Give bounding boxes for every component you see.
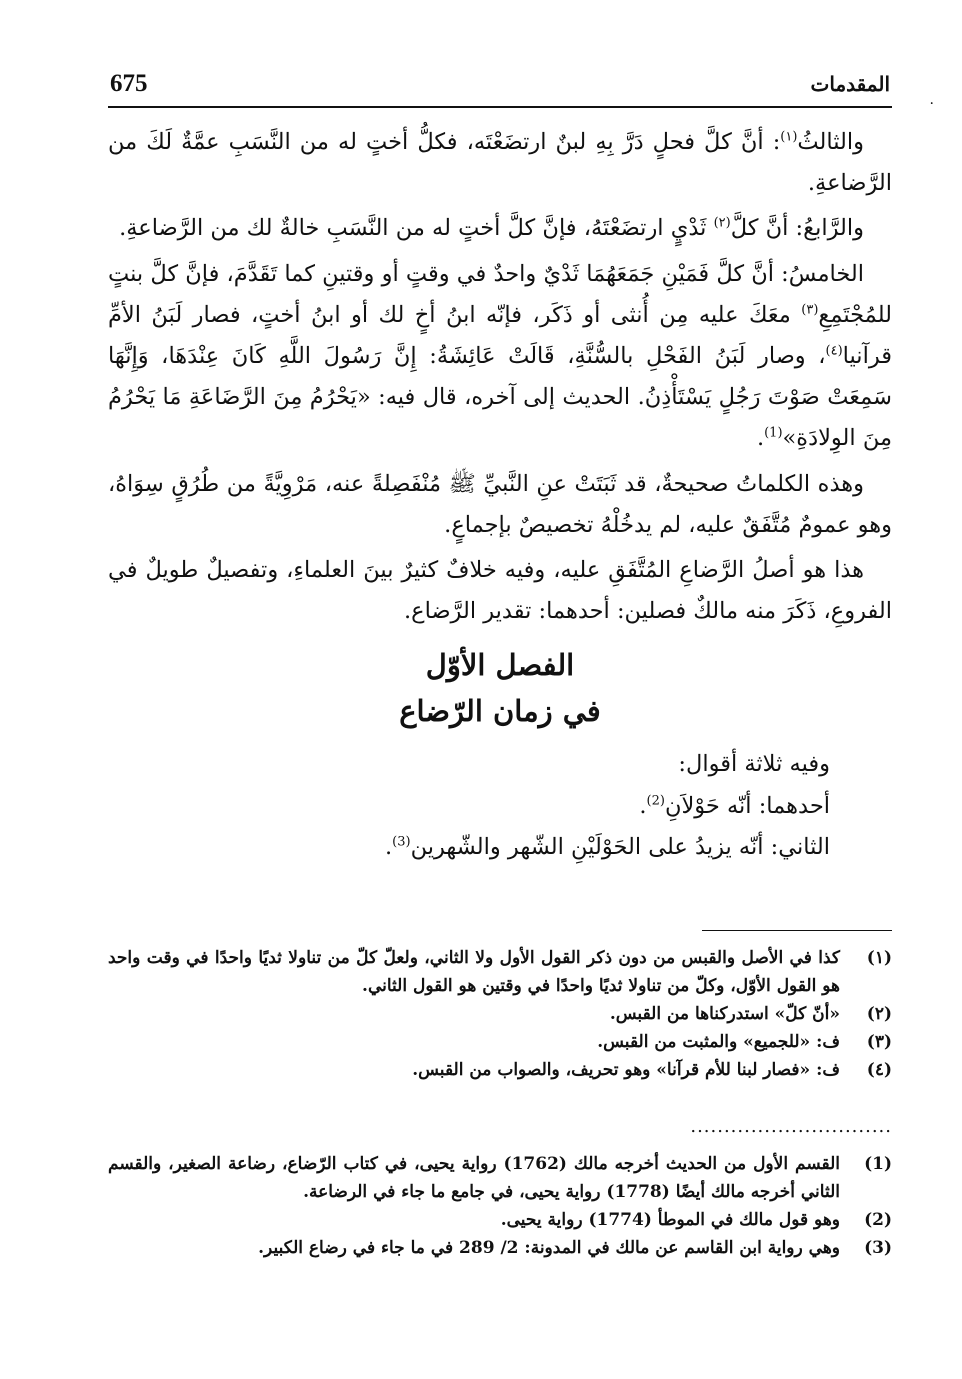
margin-dot: .: [929, 92, 934, 108]
paragraph-fourth: والرَّابعُ: أنَّ كلَّ$^{(٢)}$ ثَدْيٍ ارتضَعْتَهُ، فإنَّ كلَّ أختٍ له من النَّسَبِ خالةٌ لك من الرَّضاعةِ.: [119, 215, 864, 242]
page-number: 675: [110, 70, 148, 97]
sayings-intro: وفيه ثلاثة أقوال:: [678, 751, 830, 778]
footnote-number: (٤): [866, 1060, 892, 1080]
main-text: [108, 122, 892, 868]
footnote: [108, 944, 892, 1000]
footnote: [108, 1234, 892, 1262]
footnote-ref: (١): [780, 129, 798, 145]
source-footnotes: [108, 1150, 892, 1262]
footnote-text: ف: «فصار لبنا للأم قرآنا» وهو تحريف، والصواب من القبس.: [412, 1060, 840, 1080]
footnote-ref: (٢): [713, 215, 731, 231]
footnote-number: (٣): [866, 1032, 892, 1052]
footnote-text: القسم الأول من الحديث أخرجه مالك (1762) رواية يحيى، في كتاب الرّضاع، رضاعة الصغير، والقسم الثاني أخرجه مالك أيضًا (1778) رواية يحيى، في جامع ما جاء في الرضاعة.: [108, 1154, 840, 1202]
footnote-text: وهي رواية ابن القاسم عن مالك في المدونة: 2/ 289 في ما جاء في رضاع الكبير.: [258, 1238, 840, 1258]
footnote-text: كذا في الأصل والقبس من دون ذكر القول الأول ولا الثاني، ولعلّ كلّ من تناولا ثديًا واحدًا في وقت واحد هو القول الأوّل، وكلّ من تناولا ثديًا واحدًا في وقتين هو القول الثاني.: [108, 948, 840, 996]
saying-second: الثاني: أنّه يزيدُ على الحَوْلَيْنِ الشّهر والشّهرين$^{(3)}$.: [384, 833, 830, 860]
saying-first: أحدهما: أنّه حَوْلاَنِ$^{(2)}$.: [639, 792, 830, 819]
paragraph-words: وهذه الكلماتُ صحيحةٌ، قد ثَبَتَتْ عنِ النَّبيِّ ﷺ مُنْفَصِلةً عنه، مَرْوِيَّةً من طُرُقٍ سِوَاهُ، وهو عمومٌ مُتَّفَقٌ عليه، لم يدخُلْهُ تخصيصٌ بإجماعٍ.: [108, 470, 892, 538]
footnote-text: ف: «للجميع» والمثبت من القبس.: [597, 1032, 840, 1052]
header-rule: [108, 106, 892, 108]
footnote: [108, 1000, 892, 1028]
footnote-number: (3): [864, 1238, 892, 1258]
paragraph-third: والثالثُ$^{(١)}$: أنَّ كلَّ فحلٍ دَرَّ بِهِ لبنٌ ارتضَعْتَه، فكلُّ أختٍ له من النَّسَبِ عمَّةٌ لَكَ من الرَّضاعةِ.: [108, 129, 892, 197]
footnote: [108, 1028, 892, 1056]
footnote: [108, 1056, 892, 1084]
footnote-rule: [702, 930, 892, 931]
footnote-separator-dots: ..............................: [690, 1116, 892, 1137]
chapter-heading: [108, 642, 892, 734]
footnote: [108, 1206, 892, 1234]
footnote-number: (٢): [866, 1004, 892, 1024]
footnote-ref: (3): [392, 834, 411, 850]
paragraph-origin: هذا هو أصلُ الرَّضاعِ المُتَّفَقِ عليه، وفيه خلافٌ كثيرٌ بينَ العلماءِ، وتفصيلٌ طويلٌ في الفروعِ، ذَكَرَ منه مالكٌ فصلين: أحدهما: تقدير الرَّضاع.: [108, 557, 892, 625]
footnote-ref: (1): [764, 425, 783, 441]
chapter-subtitle: في زمان الرّضاع: [399, 694, 601, 729]
footnote-ref: (٣): [801, 302, 819, 318]
footnote-text: وهو قول مالك في الموطأ (1774) رواية يحيى.: [500, 1210, 840, 1230]
footnote-number: (١): [866, 948, 892, 968]
running-head: المقدمات: [810, 72, 890, 96]
footnote-ref: (2): [646, 793, 665, 809]
footnote-number: (2): [864, 1210, 892, 1230]
footnote: [108, 1150, 892, 1206]
sayings-list: [108, 744, 892, 868]
footnote-number: (1): [864, 1154, 892, 1174]
chapter-title: الفصل الأوّل: [425, 648, 575, 683]
footnote-ref: (٤): [825, 343, 843, 359]
editor-footnotes: [108, 944, 892, 1084]
paragraph-fifth: الخامسُ: أنَّ كلَّ فَمَيْنِ جَمَعَهُمَا ثَدْيٌ واحدٌ في وقتٍ أو وقتينِ كما تَقَدَّمَ، فإنَّ كلَّ بنتٍ للمُجْتَمِعِ$^{(٣)}$ معَكَ عليه مِن أُنثى أو ذَكَر، فإنّه ابنُ أخٍ لك أو ابنُ أختٍ، فصار لَبَنُ الأمِّ قرآنيا$^{(٤)}$، وصار لَبَنُ الفَحْلِ بالسُّنَّةِ، قَالَتْ عَائِشَةُ: إِنَّ رَسُولَ اللَّهِ كَانَ عِنْدَهَا، وَإِنَّهَا سَمِعَتْ صَوْتَ رَجُلٍ يَسْتَأْذِنُ. الحديث إلى آخره، قال فيه: «يَحْرُمُ مِنَ الرَّضَاعَةِ مَا يَحْرُمُ مِنَ الوِلادَةِ»$^{(1)}$.: [108, 260, 892, 452]
footnote-text: «أنّ كلّ» استدركناها من القبس.: [609, 1004, 840, 1024]
